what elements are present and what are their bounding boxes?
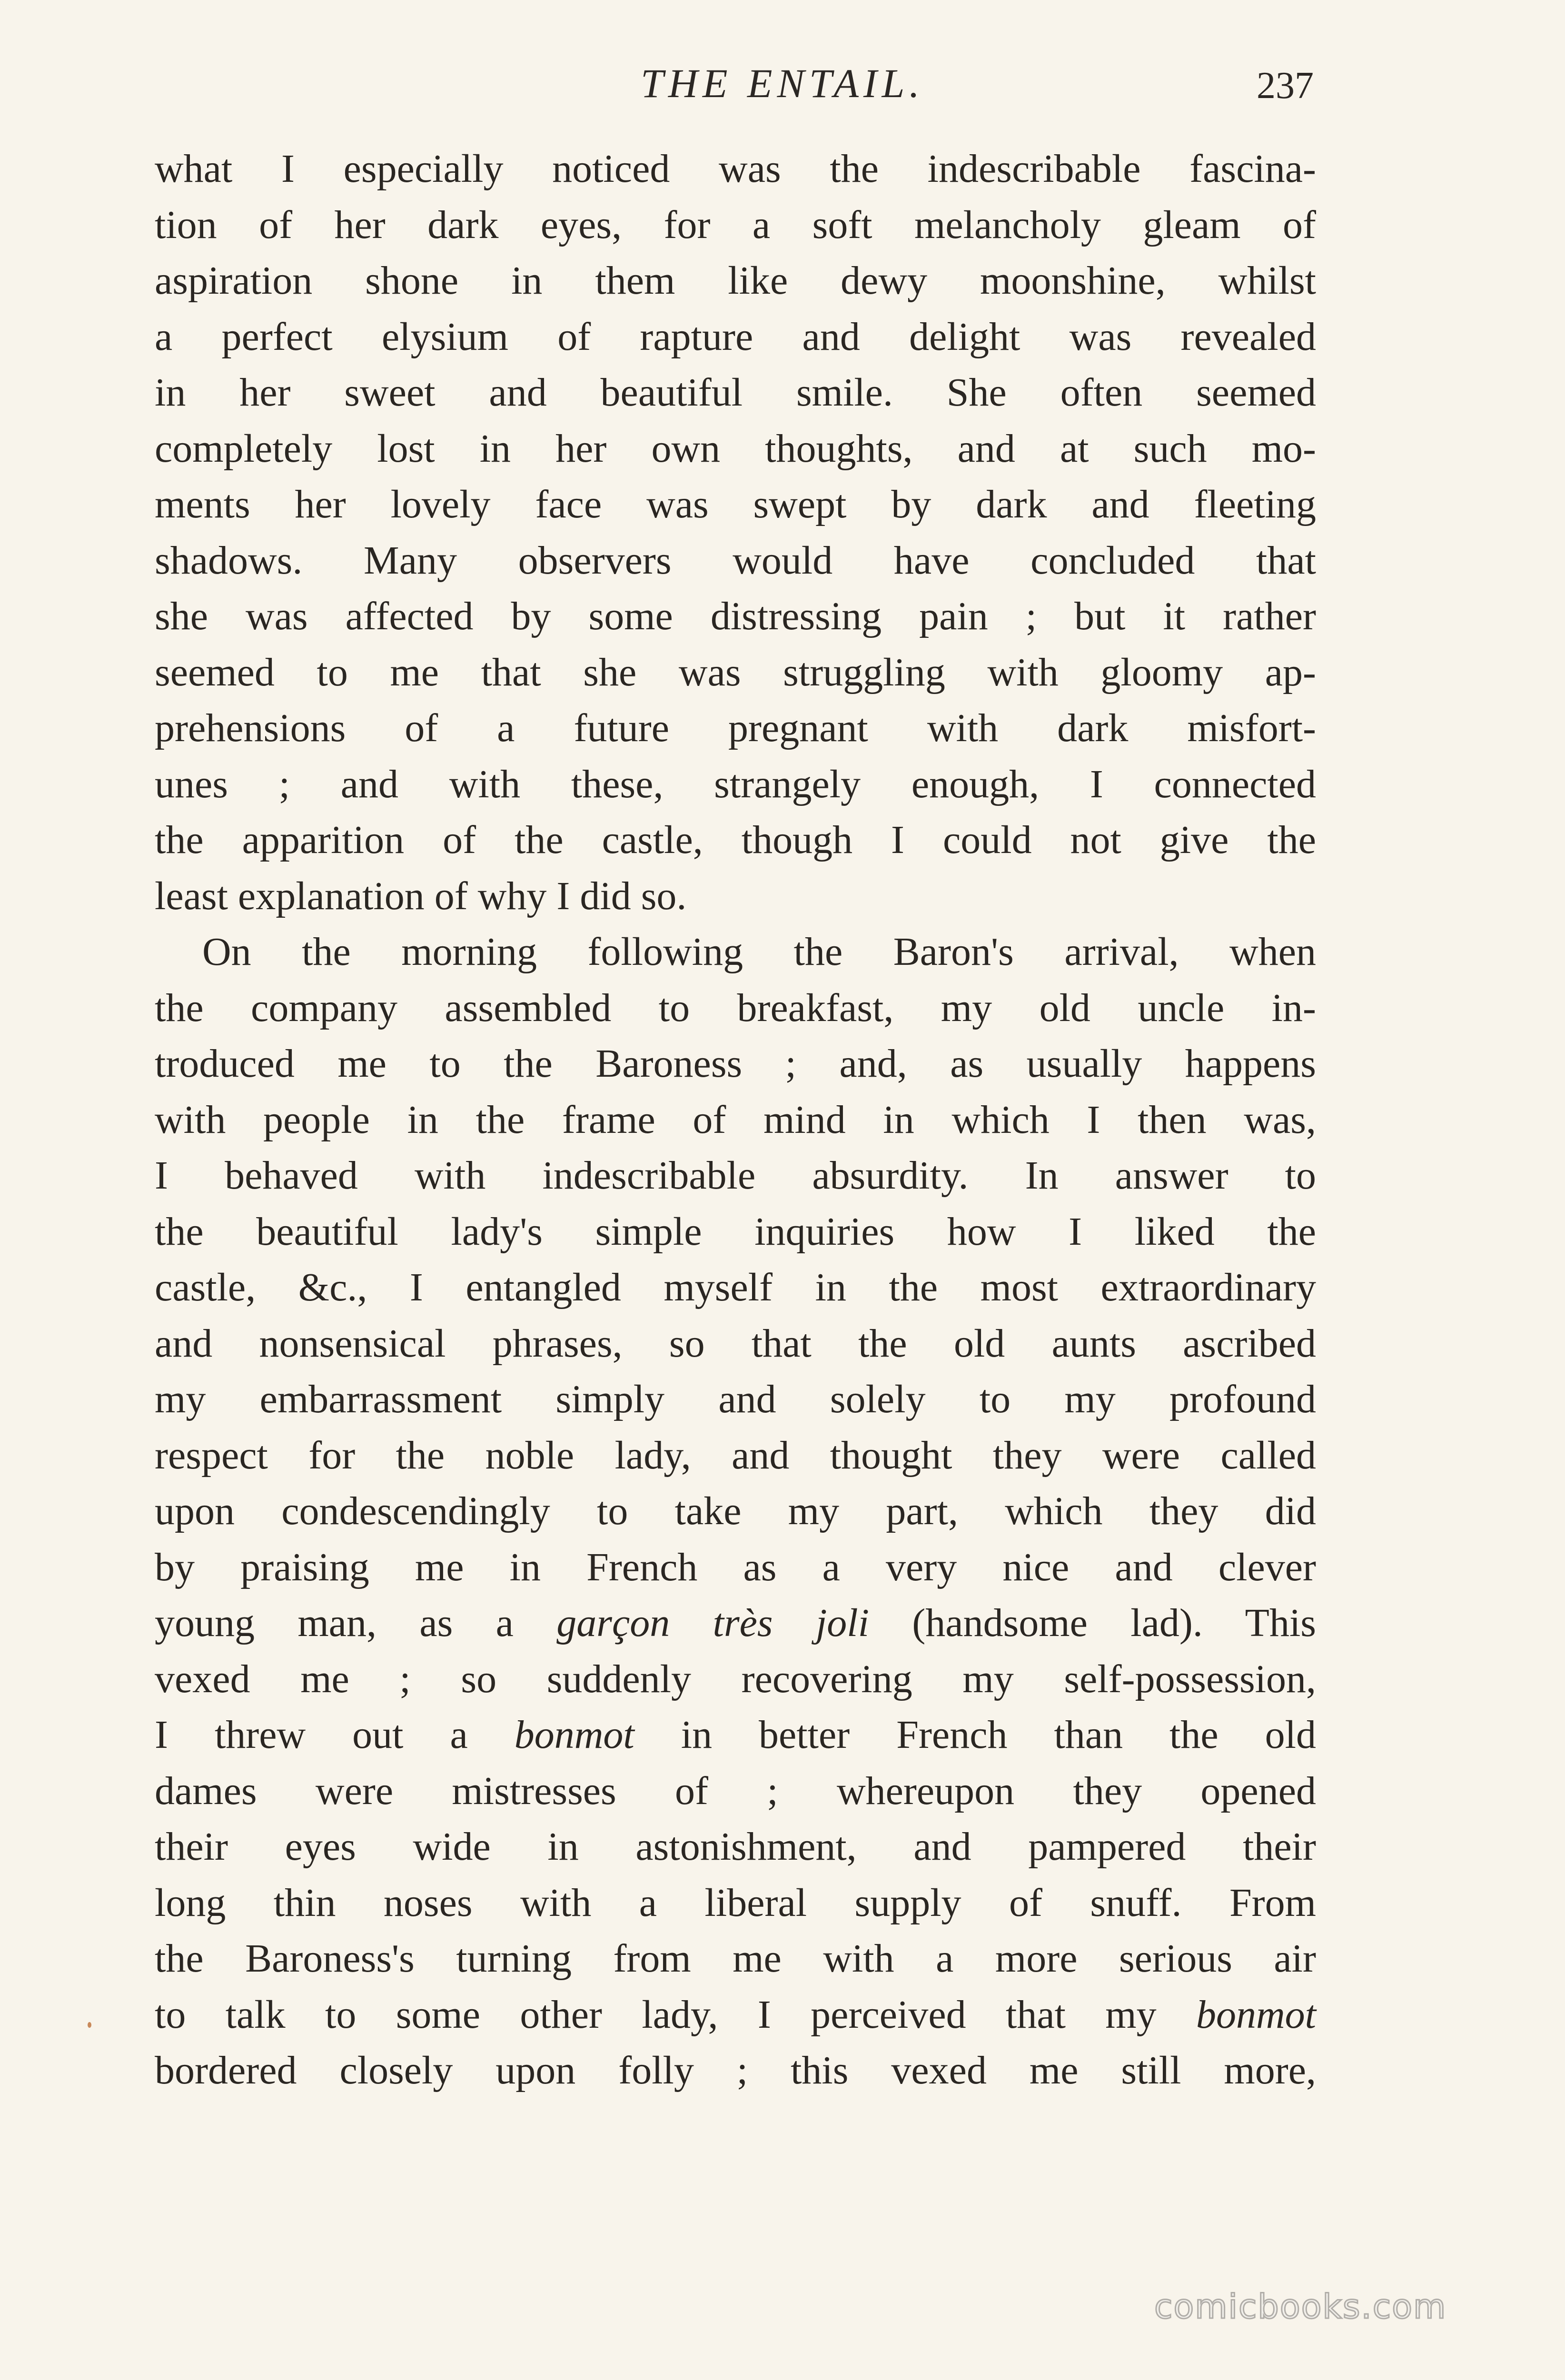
- text-line: long thin noses with a liberal supply of snuff. From: [155, 1880, 1316, 1925]
- text-line: prehensions of a future pregnant with dark misfort-: [155, 706, 1316, 750]
- text-line: unes ; and with these, strangely enough, I connected: [155, 762, 1316, 806]
- text-line: the apparition of the castle, though I could not give the: [155, 818, 1316, 862]
- text-line: a perfect elysium of rapture and delight was revealed: [155, 314, 1316, 359]
- text-line: bordered closely upon folly ; this vexed me still more,: [155, 2048, 1316, 2092]
- text-line: seemed to me that she was struggling with gloomy ap-: [155, 650, 1316, 694]
- text-segment: to talk to some other lady, I perceived that my: [155, 1992, 1196, 2037]
- watermark-logo: comicbooks.com: [1154, 2287, 1447, 2326]
- text-line: I behaved with indescribable absurdity. In answer to: [155, 1153, 1316, 1198]
- text-segment: in better French than the old: [634, 1713, 1316, 1757]
- text-line: upon condescendingly to take my part, which they did: [155, 1489, 1316, 1533]
- paragraph-1: [155, 141, 1316, 924]
- text-line: completely lost in her own thoughts, and at such mo-: [155, 426, 1316, 471]
- italic-phrase: bonmot: [514, 1713, 634, 1757]
- text-line: dames were mistresses of ; whereupon they opened: [155, 1768, 1316, 1813]
- text-line: in her sweet and beautiful smile. She often seemed: [155, 370, 1316, 415]
- paragraph-2: [155, 924, 1316, 2099]
- text-line: and nonsensical phrases, so that the old aunts ascribed: [155, 1321, 1316, 1366]
- text-line: castle, &c., I entangled myself in the most extraordinary: [155, 1265, 1316, 1309]
- page-number: 237: [1257, 65, 1314, 107]
- text-line: ments her lovely face was swept by dark and fleeting: [155, 482, 1316, 526]
- text-segment: young man, as a: [155, 1601, 557, 1645]
- text-line: tion of her dark eyes, for a soft melancholy gleam of: [155, 202, 1316, 247]
- text-line: with people in the frame of mind in which I then was,: [155, 1097, 1316, 1142]
- body-text: [155, 141, 1316, 2099]
- text-line: vexed me ; so suddenly recovering my self-possession,: [155, 1656, 1316, 1701]
- paper-speck: [88, 2022, 91, 2028]
- text-line: my embarrassment simply and solely to my profound: [155, 1377, 1316, 1421]
- text-segment: (handsome lad). This: [869, 1601, 1316, 1645]
- italic-phrase: bonmot: [1196, 1992, 1316, 2037]
- text-line: [155, 1595, 1316, 1651]
- text-line: [155, 1987, 1316, 2043]
- text-line: what I especially noticed was the indescribable fascina-: [155, 147, 1316, 191]
- text-line: [155, 1707, 1316, 1763]
- text-line: the beautiful lady's simple inquiries how I liked the: [155, 1209, 1316, 1254]
- text-line: the company assembled to breakfast, my old uncle in-: [155, 985, 1316, 1030]
- text-line: shadows. Many observers would have concluded that: [155, 538, 1316, 583]
- text-segment: I threw out a: [155, 1713, 515, 1757]
- text-line: On the morning following the Baron's arrival, when: [202, 930, 1316, 974]
- text-line: she was affected by some distressing pain ; but it rather: [155, 594, 1316, 638]
- text-line: the Baroness's turning from me with a more serious air: [155, 1936, 1316, 1981]
- text-line: by praising me in French as a very nice and clever: [155, 1545, 1316, 1589]
- italic-phrase: garçon très joli: [556, 1601, 869, 1645]
- text-line: least explanation of why I did so.: [155, 873, 687, 918]
- running-title: THE ENTAIL.: [641, 60, 924, 106]
- text-line: their eyes wide in astonishment, and pampered their: [155, 1825, 1316, 1869]
- text-line: respect for the noble lady, and thought they were called: [155, 1433, 1316, 1478]
- text-line: aspiration shone in them like dewy moonshine, whilst: [155, 258, 1316, 303]
- text-line: troduced me to the Baroness ; and, as usually happens: [155, 1041, 1316, 1086]
